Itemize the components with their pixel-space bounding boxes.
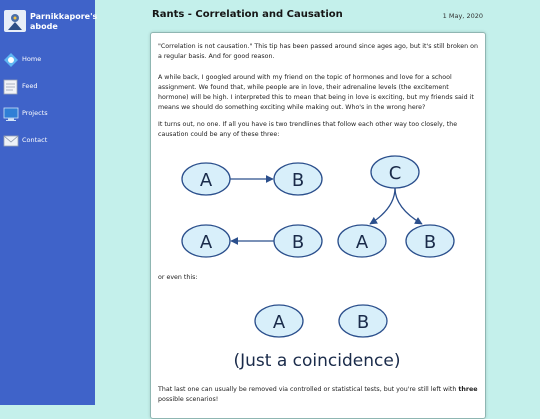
nav-item-contact[interactable] — [3, 133, 93, 149]
paragraph-intro: "Correlation is not causation." This tip has been passed around since ages ago, but it's still broken on a regular basis. And for good reason. — [158, 43, 478, 60]
nav-item-projects[interactable] — [3, 106, 93, 122]
node-a-4-label: A — [272, 312, 286, 333]
post-date: 1 May, 2020 — [442, 12, 483, 20]
post-title: Rants - Correlation and Causation — [152, 9, 343, 20]
nav-label-contact: Contact — [22, 136, 48, 144]
node-b-4-label: B — [356, 312, 370, 333]
home-icon — [3, 52, 19, 68]
sidebar — [0, 0, 98, 405]
node-a-2-label: A — [199, 232, 213, 253]
arrow-c-to-b — [395, 188, 422, 224]
nav-item-home[interactable] — [3, 52, 93, 68]
conclusion-text-end: possible scenarios! — [158, 396, 219, 403]
contact-icon — [3, 133, 19, 149]
site-brand[interactable] — [4, 10, 98, 38]
node-a-1-label: A — [199, 170, 213, 191]
causation-diagram — [150, 150, 484, 380]
feed-icon — [3, 79, 19, 95]
nav-label-home: Home — [22, 55, 42, 63]
paragraph-trendlines: It turns out, no one. If all you have is two trendlines that follow each other way too closely, the causation could be any of these three: — [158, 121, 458, 138]
paragraph-conclusion — [158, 385, 480, 405]
coincidence-caption: (Just a coincidence) — [233, 351, 401, 371]
arrow-c-to-a — [370, 188, 395, 224]
conclusion-bold-three: three — [458, 386, 478, 393]
conclusion-text-start: That last one can usually be removed via controlled or statistical tests, but you're still left with — [158, 386, 459, 393]
projects-icon — [3, 106, 19, 122]
node-b-2-label: B — [291, 232, 305, 253]
node-b-1-label: B — [291, 170, 305, 191]
nav-label-feed: Feed — [22, 82, 38, 90]
paragraph-or-even: or even this: — [158, 274, 198, 281]
node-b-3-label: B — [423, 232, 437, 253]
logo-icon — [4, 10, 26, 32]
nav-item-feed[interactable] — [3, 79, 93, 95]
paragraph-hormones: A while back, I googled around with my friend on the topic of hormones and love for a school assignment. We found that, while people are in love, their adrenaline levels (the excitement hormone) will be high. I interpreted this to mean that being in love is exciting, but my friends said it means we should do something exciting while making out. Who's in the wrong here? — [158, 74, 474, 111]
node-a-3-label: A — [355, 232, 369, 253]
node-c-label: C — [388, 163, 402, 184]
site-name: Parnikkapore's abode — [30, 12, 98, 31]
nav-label-projects: Projects — [22, 109, 48, 117]
